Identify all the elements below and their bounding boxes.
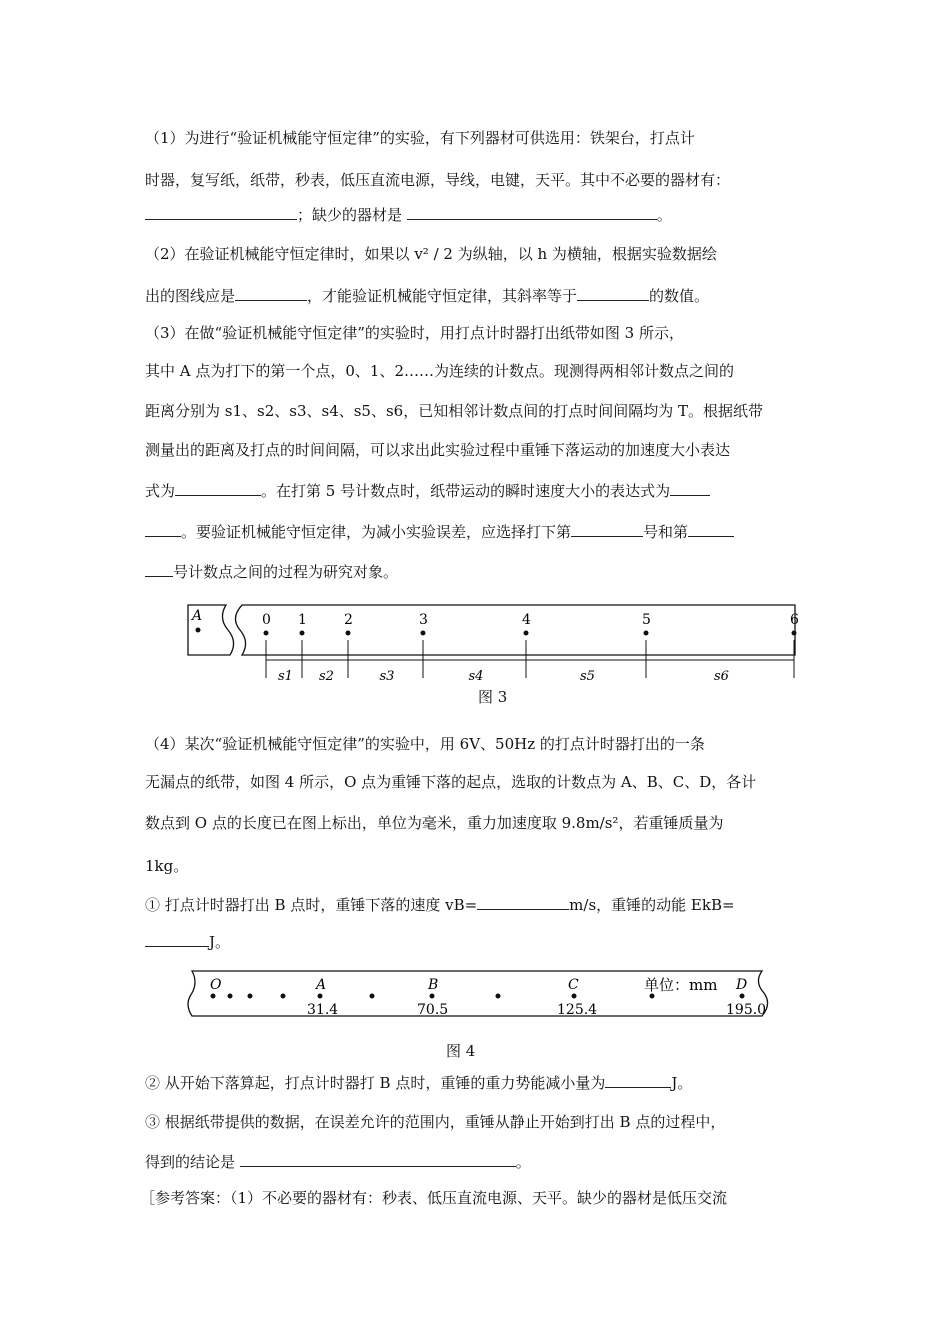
q2-blank-graph[interactable]: [235, 286, 307, 301]
fig3-point-dot-3: [421, 631, 426, 636]
figure-4-caption: 图 4: [446, 1042, 476, 1060]
fig4-value-3: 195.0: [726, 1002, 767, 1018]
q1-line1: （1）为进行“验证机械能守恒定律”的实验，有下列器材可供选用：铁架台，打点计: [145, 129, 695, 147]
fig3-segment-label-s5: s5: [580, 669, 595, 684]
fig4-label-O: O: [210, 977, 222, 993]
fig4-dot-1: [228, 994, 233, 999]
q3-blank-velocity-b[interactable]: [145, 522, 181, 537]
q3-blank-end-point-a[interactable]: [688, 522, 734, 537]
q4-sub3-line1: ③ 根据纸带提供的数据，在误差允许的范围内，重锤从静止开始到打出 B 点的过程中，: [145, 1113, 726, 1131]
fig4-value-1: 70.5: [417, 1002, 449, 1018]
fig4-value-0: 31.4: [307, 1002, 339, 1018]
fig4-dot-8: [572, 994, 577, 999]
fig3-dot-A: [196, 628, 201, 633]
q1-line2: 时器，复写纸，纸带，秒表，低压直流电源，导线，电键，天平。其中不必要的器材有：: [145, 171, 731, 189]
fig3-segment-label-s4: s4: [468, 669, 484, 684]
q3-blank-acceleration[interactable]: [175, 481, 261, 496]
reference-answer: ［参考答案：（1）不必要的器材有：秒表、低压直流电源、天平。缺少的器材是低压交流: [140, 1189, 728, 1207]
fig4-label-C: C: [568, 977, 579, 993]
q2-line2: 出的图线应是 ，才能验证机械能守恒定律，其斜率等于 的数值。: [145, 287, 710, 305]
fig3-segment-label-s2: s2: [319, 669, 334, 684]
q3-blank-start-point[interactable]: [571, 522, 643, 537]
fig4-dot-7: [496, 994, 501, 999]
q3-line1: （3）在做“验证机械能守恒定律”的实验时，用打点计时器打出纸带如图 3 所示，: [145, 324, 684, 342]
fig3-point-label-6: 6: [790, 612, 799, 628]
q3-line3: 距离分别为 s1、s2、s3、s4、s5、s6，已知相邻计数点间的打点时间间隔均为 T。根据纸带: [145, 402, 763, 420]
fig3-segment-label-s1: s1: [278, 669, 293, 684]
q3-line6: 。要验证机械能守恒定律，为减小实验误差，应选择打下第 号和第: [145, 522, 815, 542]
fig3-point-label-0: 0: [262, 612, 271, 628]
fig4-dot-6: [430, 994, 435, 999]
fig4-label-B: B: [428, 977, 439, 993]
q4-line3: 数点到 O 点的长度已在图上标出，单位为毫米，重力加速度取 9.8m/s²，若重锤质量为: [145, 814, 724, 832]
figure-3-tape: [180, 600, 810, 690]
q1-missing-label: ；缺少的器材是: [297, 206, 403, 224]
q4-blank-conclusion[interactable]: [240, 1152, 516, 1167]
q3-line4: 测量出的距离及打点的时间间隔，可以求出此实验过程中重锤下落运动的加速度大小表达: [145, 441, 731, 459]
fig3-point-dot-2: [346, 631, 351, 636]
fig4-label-D: D: [736, 977, 748, 993]
fig3-point-dot-4: [524, 631, 529, 636]
fig4-value-2: 125.4: [557, 1002, 598, 1018]
q1-end: 。: [656, 206, 672, 224]
fig4-dot-2: [248, 994, 253, 999]
fig3-point-label-5: 5: [642, 612, 651, 628]
fig4-unit-label: 单位：mm: [644, 976, 718, 994]
fig3-point-dot-6: [792, 631, 797, 636]
figure-4-tape: [180, 966, 780, 1026]
q4-sub1-line2: J。: [145, 932, 815, 952]
fig4-dot-3: [281, 994, 286, 999]
q1-line3: [145, 205, 815, 225]
fig3-label-A: A: [192, 608, 203, 624]
tape-main-body: [235, 605, 795, 655]
q3-line2: 其中 A 点为打下的第一个点，0、1、2……为连续的计数点。现测得两相邻计数点之间的: [145, 362, 735, 380]
q4-line4: 1kg。: [145, 857, 189, 875]
q2-line1: （2）在验证机械能守恒定律时，如果以 v² / 2 为纵轴，以 h 为横轴，根据实验数据绘: [145, 245, 717, 263]
fig4-label-A: A: [316, 977, 327, 993]
q3-blank-end-point-b[interactable]: [145, 562, 173, 577]
fig3-segment-label-s6: s6: [714, 669, 729, 684]
q4-blank-vB[interactable]: [477, 895, 569, 910]
q4-sub1-line1: ① 打点计时器打出 B 点时，重锤下落的速度 vB= m/s，重锤的动能 EkB=: [145, 896, 735, 914]
q2-blank-slope[interactable]: [577, 286, 649, 301]
q4-line1: （4）某次“验证机械能守恒定律”的实验中，用 6V、50Hz 的打点计时器打出的一条: [145, 735, 705, 753]
fig3-point-label-1: 1: [298, 612, 307, 628]
q4-sub2: ② 从开始下落算起，打点计时器打 B 点时，重锤的重力势能减小量为 J。: [145, 1074, 693, 1092]
fig4-dot-5: [370, 994, 375, 999]
q4-blank-EkB[interactable]: [145, 932, 209, 947]
fig3-point-dot-0: [264, 631, 269, 636]
q4-sub3-line2: 得到的结论是 。: [145, 1153, 531, 1171]
fig3-point-dot-5: [644, 631, 649, 636]
fig3-point-label-4: 4: [522, 612, 531, 628]
q1-blank-unnecessary[interactable]: [145, 205, 297, 220]
q3-line5: 式为 。在打第 5 号计数点时，纸带运动的瞬时速度大小的表达式为: [145, 481, 815, 501]
fig4-dot-4: [318, 994, 323, 999]
q3-blank-velocity-a[interactable]: [670, 481, 710, 496]
figure-3-caption: 图 3: [478, 688, 508, 706]
q3-line7: 号计数点之间的过程为研究对象。: [145, 562, 815, 582]
fig3-point-label-2: 2: [344, 612, 353, 628]
fig4-dot-10: [740, 994, 745, 999]
fig3-point-dot-1: [300, 631, 305, 636]
q4-blank-potential-energy[interactable]: [605, 1073, 671, 1088]
fig3-point-label-3: 3: [419, 612, 428, 628]
fig3-segment-label-s3: s3: [379, 669, 395, 684]
q4-line2: 无漏点的纸带，如图 4 所示，O 点为重锤下落的起点，选取的计数点为 A、B、C、D，各计: [145, 773, 757, 791]
fig4-dot-0: [211, 994, 216, 999]
fig4-dot-9: [650, 994, 655, 999]
q1-blank-missing[interactable]: [407, 205, 657, 220]
